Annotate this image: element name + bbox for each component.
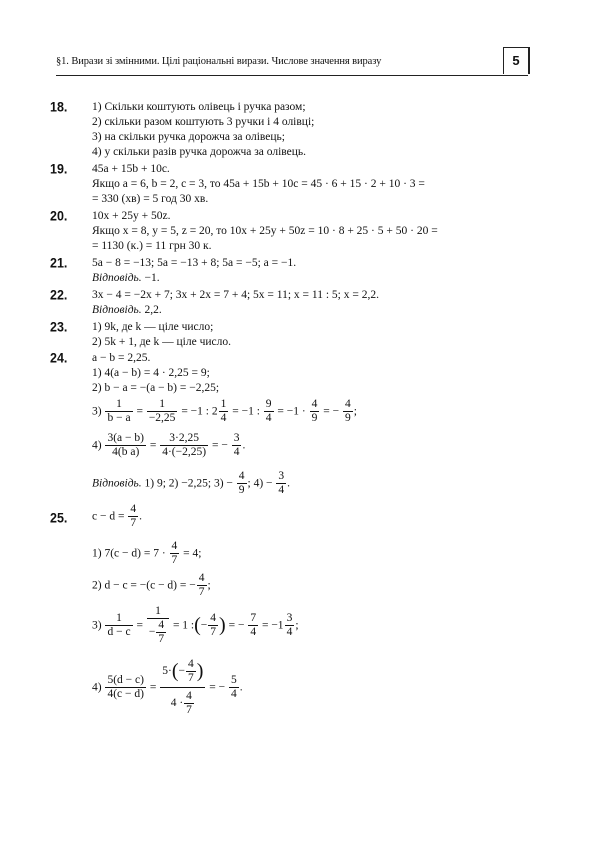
fraction xyxy=(248,612,258,639)
fraction xyxy=(160,432,208,459)
minus-sign: − xyxy=(200,619,208,632)
denominator: 4 xyxy=(250,626,257,638)
denominator: 9 xyxy=(344,412,351,424)
denominator: 7 xyxy=(198,586,205,598)
fraction xyxy=(147,605,169,646)
text-line: a − b = 2,25. xyxy=(92,352,151,364)
problem-number: 21. xyxy=(50,255,68,271)
fraction xyxy=(105,612,132,639)
text-line: = 330 (хв) = 5 год 30 хв. xyxy=(92,193,209,205)
answer-line xyxy=(92,303,162,317)
text-line: 2) b − a = −(a − b) = −2,25; xyxy=(92,382,220,394)
expression-text: ; xyxy=(295,619,299,632)
expression-text: . xyxy=(242,439,246,452)
denominator: 9 xyxy=(238,484,245,496)
fraction xyxy=(160,658,205,717)
item-prefix: 3) xyxy=(92,619,102,632)
answer-label: Відповідь. xyxy=(92,477,142,490)
numerator: 4 xyxy=(130,503,137,515)
fraction xyxy=(128,503,138,530)
expression-text: c − d = xyxy=(92,510,125,523)
text-line: 10x + 25y + 50z. xyxy=(92,210,171,222)
expression-text: 5· xyxy=(162,665,172,677)
expression-text: 2) d − c = −(c − d) = − xyxy=(92,579,196,592)
denominator: 4·(−2,25) xyxy=(162,446,207,458)
numerator: 4 xyxy=(187,658,194,670)
expression-text: = −1 xyxy=(261,619,284,632)
text-line: Якщо a = 6, b = 2, c = 3, то 45a + 15b + 10c = 45 · 6 + 15 · 2 + 10 · 3 = xyxy=(92,178,425,190)
header-title: §1. Вирази зі змінними. Цілі раціональні вирази. Числове значення виразу xyxy=(56,56,382,67)
numerator: 9 xyxy=(265,398,272,410)
fraction xyxy=(105,674,146,701)
numerator: 7 xyxy=(250,612,257,624)
expression-text: = − xyxy=(323,405,340,418)
item-prefix: 3) xyxy=(92,405,102,418)
denominator: 4 xyxy=(231,688,237,700)
problem-number: 22. xyxy=(50,287,68,303)
numerator: 5·(− $\frac{4}{7}$ ) xyxy=(160,658,205,688)
denominator: 7 xyxy=(130,517,137,529)
problem-number: 19. xyxy=(50,161,68,177)
denominator: 4(c − d) xyxy=(107,688,144,700)
formula-line xyxy=(92,503,142,530)
problem-number: 20. xyxy=(50,208,68,224)
expression-text: = − xyxy=(228,619,245,632)
numerator: 1 xyxy=(105,398,132,412)
minus-sign: − xyxy=(178,665,185,677)
item-prefix: 4) xyxy=(92,681,102,694)
text-line: 45a + 15b + 10c. xyxy=(92,163,170,175)
numerator: 5 xyxy=(231,674,237,686)
denominator: 4 xyxy=(233,446,240,458)
numerator: 4 xyxy=(238,470,245,482)
fraction xyxy=(105,398,132,425)
numerator: 4 xyxy=(198,572,205,584)
operator: = xyxy=(136,619,143,632)
numerator: 3·2,25 xyxy=(160,432,208,446)
fraction xyxy=(156,619,166,646)
minus-sign: − xyxy=(148,626,156,638)
denominator: 4 xyxy=(265,412,272,424)
expression-text: = − xyxy=(211,439,228,452)
formula-line xyxy=(92,658,243,717)
numerator: 4 xyxy=(158,619,165,631)
expression-text: 1) 7(c − d) = 7 · xyxy=(92,547,166,560)
text-line: 1) Скільки коштують олівець і ручка разом; xyxy=(92,101,306,113)
running-header xyxy=(56,53,528,76)
denominator: 7 xyxy=(187,672,194,684)
numerator: 3(a − b) xyxy=(107,432,144,444)
answer-value: 2,2. xyxy=(141,304,162,316)
text-line: 1) 9k, де k — ціле число; xyxy=(92,321,214,333)
answer-label: Відповідь. xyxy=(92,304,142,316)
fraction xyxy=(170,540,180,567)
fraction xyxy=(343,398,353,425)
numerator: 4 xyxy=(210,612,217,624)
fraction xyxy=(276,470,286,497)
operator: = xyxy=(136,405,143,418)
numerator: 3 xyxy=(286,612,293,624)
fraction xyxy=(186,658,196,685)
denominator: 4(b a) xyxy=(112,446,140,458)
numerator: 3 xyxy=(233,432,240,444)
numerator: 1 xyxy=(105,612,132,626)
fraction xyxy=(285,612,295,639)
denominator: 9 xyxy=(311,412,318,424)
text-line: = 1130 (к.) = 11 грн 30 к. xyxy=(92,240,212,252)
problem-number: 23. xyxy=(50,319,68,335)
expression-text: ; xyxy=(207,579,211,592)
problem-number: 24. xyxy=(50,350,68,366)
denominator: −2,25 xyxy=(148,412,176,424)
operator: = xyxy=(149,681,157,694)
answer-value: 1) 9; 2) −2,25; 3) − xyxy=(141,477,233,490)
denominator: d − c xyxy=(107,626,131,638)
answer-value: ; 4) − xyxy=(247,477,273,490)
answer-value: . xyxy=(287,477,291,490)
page-number: 5 xyxy=(503,47,528,74)
expression-text: = −1 · xyxy=(277,405,306,418)
text-line: 2) 5k + 1, де k — ціле число. xyxy=(92,336,231,348)
numerator: 4 xyxy=(171,540,178,552)
denominator: b − a xyxy=(107,412,131,424)
numerator: 1 xyxy=(220,398,227,410)
denominator: 4 xyxy=(278,484,285,496)
answer-line xyxy=(92,470,290,497)
fraction xyxy=(310,398,320,425)
expression-text: . xyxy=(239,681,243,694)
fraction xyxy=(147,398,178,425)
denominator: 4 xyxy=(220,412,227,424)
answer-label: Відповідь. xyxy=(92,272,142,284)
numerator: 3 xyxy=(278,470,285,482)
fraction xyxy=(237,470,247,497)
problem-number: 18. xyxy=(50,99,68,115)
text-line: 4) у скільки разів ручка дорожча за олівець. xyxy=(92,146,307,158)
text-line: 3x − 4 = −2x + 7; 3x + 2x = 7 + 4; 5x = 11; x = 11 : 5; x = 2,2. xyxy=(92,289,379,301)
denominator: 4 xyxy=(286,626,293,638)
expression-text: = −1 : 2 xyxy=(181,405,218,418)
expression-text: = 1 : xyxy=(172,619,195,632)
expression-text: = 4; xyxy=(183,547,202,560)
denominator: 7 xyxy=(158,633,165,645)
numerator: 1 xyxy=(147,398,178,412)
denominator xyxy=(160,688,205,717)
formula-line: 3) $\frac{1}{d - c}$ = 1 − $\frac{4}{7}$ = 1 :(− $\frac{4}{7}$ ) = − $\frac{7}{4}$ = −1 $\frac{3}{4}$ ; xyxy=(92,605,299,645)
fraction xyxy=(208,612,218,639)
answer-value: −1. xyxy=(141,272,160,284)
formula-line xyxy=(92,572,211,599)
fraction xyxy=(264,398,274,425)
numerator: 1 xyxy=(147,605,169,619)
formula-line xyxy=(92,398,357,425)
problem-number: 25. xyxy=(50,510,68,526)
expression-text: . xyxy=(139,510,142,523)
fraction xyxy=(105,432,146,459)
fraction xyxy=(184,690,194,717)
fraction xyxy=(219,398,229,425)
text-line: 3) на скільки ручка дорожча за олівець; xyxy=(92,131,285,143)
denominator xyxy=(147,619,169,646)
formula-line xyxy=(92,540,201,567)
expression-text: = −1 : xyxy=(232,405,260,418)
fraction xyxy=(229,674,239,701)
denominator: 7 xyxy=(171,554,178,566)
operator: = xyxy=(149,439,157,452)
expression-text: ; xyxy=(353,405,357,418)
formula-line xyxy=(92,432,245,459)
fraction xyxy=(197,572,207,599)
item-prefix: 4) xyxy=(92,439,102,452)
fraction xyxy=(232,432,242,459)
text-line: Якщо x = 8, y = 5, z = 20, то 10x + 25y + 50z = 10 · 8 + 25 · 5 + 50 · 20 = xyxy=(92,225,438,237)
text-line: 1) 4(a − b) = 4 · 2,25 = 9; xyxy=(92,367,210,379)
numerator: 4 xyxy=(186,690,192,702)
numerator: 4 xyxy=(344,398,351,410)
numerator: 4 xyxy=(311,398,318,410)
answer-line xyxy=(92,271,160,285)
expression-text: = − xyxy=(209,681,226,694)
text-line: 2) скільки разом коштують 3 ручки і 4 олівці; xyxy=(92,116,315,128)
text-line: 5a − 8 = −13; 5a = −13 + 8; 5a = −5; a = −1. xyxy=(92,257,297,269)
denominator: 7 xyxy=(186,704,192,716)
denominator: 7 xyxy=(210,626,217,638)
numerator: 5(d − c) xyxy=(107,674,144,686)
expression-text: 4 · xyxy=(170,697,184,709)
